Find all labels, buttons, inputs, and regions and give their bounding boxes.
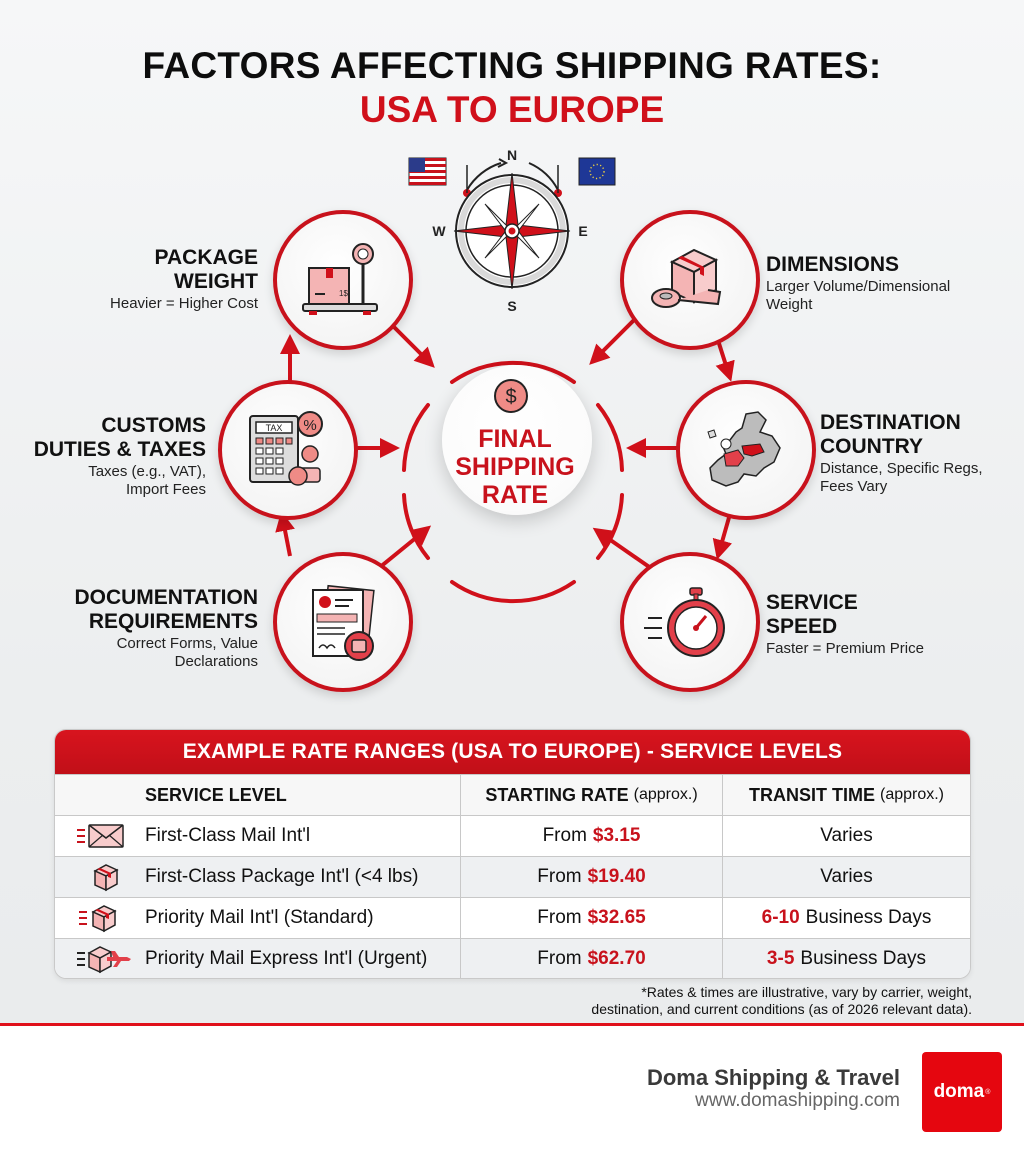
svg-text:TAX: TAX bbox=[265, 423, 283, 433]
company-name: Doma Shipping & Travel bbox=[646, 1065, 900, 1090]
transit-highlight: 3-5 bbox=[766, 948, 795, 969]
svg-text:$: $ bbox=[505, 386, 517, 408]
destination-country-label: DESTINATION COUNTRY Distance, Specific Regs, Fees Vary bbox=[820, 411, 983, 495]
package-weight-node bbox=[273, 210, 413, 350]
rate-value: $3.15 bbox=[592, 825, 641, 846]
final-shipping-rate-label: FINAL SHIPPING RATE bbox=[455, 425, 575, 509]
header-starting-rate: STARTING RATE (approx.) bbox=[461, 775, 723, 815]
service-name: First-Class Package Int'l (<4 lbs) bbox=[145, 866, 419, 887]
table-row: Priority Mail Int'l (Standard) From $32.65 6-10 Business Days bbox=[55, 897, 970, 938]
transit-value: Varies bbox=[820, 825, 873, 846]
svg-text:S: S bbox=[507, 298, 517, 314]
service-name: Priority Mail Express Int'l (Urgent) bbox=[145, 948, 428, 969]
rate-value: $19.40 bbox=[587, 866, 646, 887]
svg-text:N: N bbox=[506, 147, 518, 163]
destination-country-node bbox=[676, 380, 816, 520]
tax-calculator-icon bbox=[240, 402, 336, 498]
dimensions-node bbox=[620, 210, 760, 350]
svg-text:W: W bbox=[432, 223, 446, 239]
package-icon bbox=[73, 862, 133, 892]
title-line-2: USA TO EUROPE bbox=[359, 89, 665, 130]
doma-logo[interactable]: doma ® bbox=[922, 1052, 1002, 1132]
footnote: *Rates & times are illustrative, vary by carrier, weight, destination, and current conditions (as of 2026 relevant data). bbox=[591, 984, 972, 1017]
transit-value: Business Days bbox=[805, 907, 932, 928]
transit-highlight: 6-10 bbox=[761, 907, 800, 928]
service-name: First-Class Mail Int'l bbox=[145, 825, 311, 846]
customs-duties-node bbox=[218, 380, 358, 520]
table-row: Priority Mail Express Int'l (Urgent) From $62.70 3-5 Business Days bbox=[55, 938, 970, 979]
stopwatch-icon bbox=[642, 574, 738, 670]
envelope-icon bbox=[73, 821, 133, 851]
documentation-node bbox=[273, 552, 413, 692]
title-line-1: FACTORS AFFECTING SHIPPING RATES: bbox=[142, 45, 882, 86]
usa-flag-icon bbox=[409, 158, 446, 185]
rate-value: $62.70 bbox=[587, 948, 646, 969]
table-banner: EXAMPLE RATE RANGES (USA TO EUROPE) - SERVICE LEVELS bbox=[55, 730, 970, 774]
table-header-row bbox=[55, 774, 970, 815]
package-weight-label: PACKAGE WEIGHT Heavier = Higher Cost bbox=[110, 246, 258, 312]
header-service-level: SERVICE LEVEL bbox=[55, 775, 461, 815]
service-name: Priority Mail Int'l (Standard) bbox=[145, 907, 374, 928]
table-row: First-Class Package Int'l (<4 lbs) From $19.40 Varies bbox=[55, 856, 970, 897]
company-url[interactable]: www.domashipping.com bbox=[695, 1090, 900, 1111]
header-transit-time: TRANSIT TIME (approx.) bbox=[748, 784, 945, 805]
table-row: First-Class Mail Int'l From $3.15 Varies bbox=[55, 815, 970, 856]
documentation-label: DOCUMENTATION REQUIREMENTS Correct Forms, Value Declarations bbox=[74, 586, 258, 670]
transit-value: Varies bbox=[820, 866, 873, 887]
svg-text:E: E bbox=[578, 223, 588, 239]
documents-seal-icon bbox=[295, 574, 391, 670]
package-airplane-icon bbox=[73, 944, 133, 974]
eu-flag-icon bbox=[579, 158, 615, 185]
dollar-coin-icon bbox=[493, 378, 529, 414]
service-speed-node bbox=[620, 552, 760, 692]
compass-icon bbox=[405, 145, 619, 317]
dimensions-label: DIMENSIONS Larger Volume/Dimensional Weight bbox=[766, 253, 951, 313]
svg-text:1$: 1$ bbox=[339, 289, 348, 298]
customs-duties-label: CUSTOMS DUTIES & TAXES Taxes (e.g., VAT), Import Fees bbox=[33, 414, 206, 498]
scale-package-icon bbox=[295, 232, 391, 328]
europe-map-icon bbox=[698, 402, 794, 498]
service-speed-label: SERVICE SPEED Faster = Premium Price bbox=[766, 591, 924, 657]
rate-table bbox=[54, 729, 971, 979]
fast-package-icon bbox=[73, 903, 133, 933]
rate-value: $32.65 bbox=[587, 907, 646, 928]
box-tape-measure-icon bbox=[642, 232, 738, 328]
svg-text:%: % bbox=[303, 417, 317, 434]
transit-value: Business Days bbox=[800, 948, 927, 969]
